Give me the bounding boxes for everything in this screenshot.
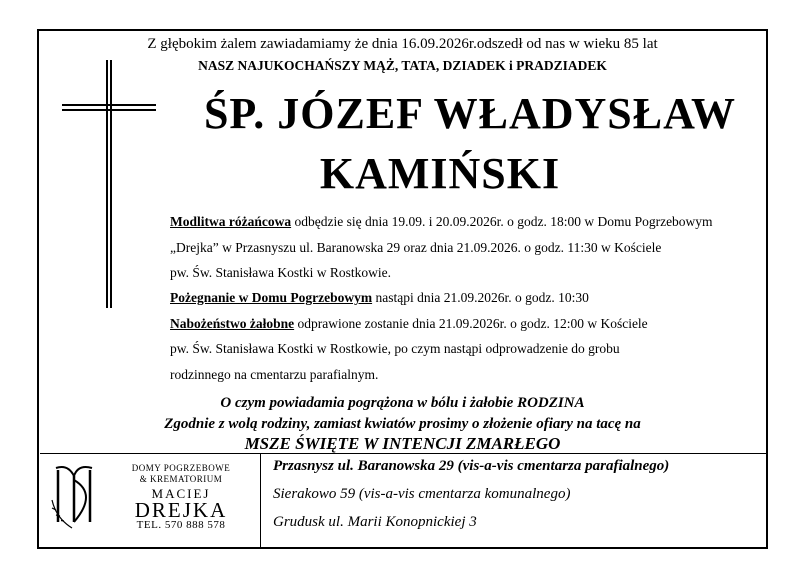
mass-line-2: pw. Św. Stanisława Kostki w Rostkowie, po czym nastąpi odprowadzenie do grobu <box>170 341 620 356</box>
rosary-line-3: pw. Św. Stanisława Kostki w Rostkowie. <box>170 265 391 280</box>
mass-line-1 <box>170 316 648 332</box>
logo-owner-first: MACIEJ <box>151 486 211 501</box>
logo-phone: TEL. 570 888 578 <box>136 519 226 531</box>
rosary-label: Modlitwa różańcowa <box>170 214 292 229</box>
logo-line-2: & KREMATORIUM <box>139 474 223 484</box>
footer-vertical-divider <box>260 453 261 549</box>
funeral-home-logo-icon <box>48 460 102 532</box>
logo-brand: DREJKA <box>134 498 228 522</box>
farewell-label: Pożegnanie w Domu Pogrzebowym <box>170 290 373 305</box>
rosary-line-1 <box>170 214 713 230</box>
deceased-name-line2: KAMIŃSKI <box>319 149 561 198</box>
intro-text: Z głębokim żalem zawiadamiamy że dnia 16.09.2026r.odszedł od nas w wieku 85 lat <box>147 36 658 52</box>
cross-icon-line <box>110 60 112 308</box>
mass-text-1: odprawione zostanie dnia 21.09.2026r. o godz. 12:00 w Kościele <box>294 316 648 331</box>
deceased-name-line1: ŚP. JÓZEF WŁADYSŁAW <box>203 89 737 138</box>
family-subhead: NASZ NAJUKOCHAŃSZY MĄŻ, TATA, DZIADEK i PRADZIADEK <box>198 58 607 73</box>
closing-request: Zgodnie z wolą rodziny, zamiast kwiatów prosimy o złożenie ofiary na tacę na <box>164 416 641 432</box>
mass-label: Nabożeństwo żałobne <box>170 316 295 331</box>
mass-line-3: rodzinnego na cmentarzu parafialnym. <box>170 367 379 382</box>
farewell-line <box>170 290 589 306</box>
farewell-text: nastąpi dnia 21.09.2026r. o godz. 10:30 <box>372 290 589 305</box>
address-grudusk: Grudusk ul. Marii Konopnickiej 3 <box>273 514 477 530</box>
footer-divider <box>40 453 767 454</box>
closing-mass: MSZE ŚWIĘTE W INTENCJI ZMARŁEGO <box>244 434 561 453</box>
logo-line-1: DOMY POGRZEBOWE <box>131 463 231 473</box>
address-przasnysz: Przasnysz ul. Baranowska 29 (vis-a-vis cmentarza parafialnego) <box>273 458 670 474</box>
logo-tagline <box>106 463 256 485</box>
address-sierakowo: Sierakowo 59 (vis-a-vis cmentarza komunalnego) <box>273 486 571 502</box>
rosary-line-2: „Drejka” w Przasnyszu ul. Baranowska 29 oraz dnia 21.09.2026. o godz. 11:30 w Kościele <box>170 240 662 255</box>
cross-icon <box>106 60 108 308</box>
rosary-text-1: odbędzie się dnia 19.09. i 20.09.2026r. o godz. 18:00 w Domu Pogrzebowym <box>291 214 713 229</box>
closing-family: O czym powiadamia pogrążona w bólu i żałobie RODZINA <box>220 395 585 411</box>
